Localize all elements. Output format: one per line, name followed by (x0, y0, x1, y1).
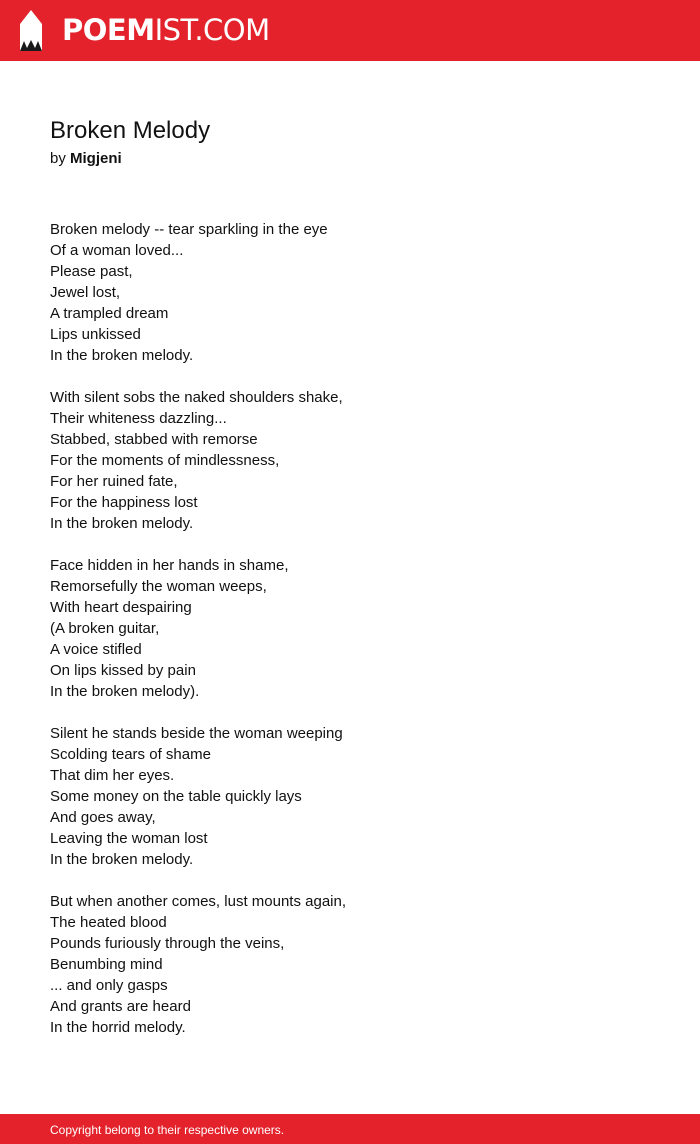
poem-line: A trampled dream (50, 305, 169, 322)
poem-line: For her ruined fate, (50, 473, 178, 490)
poem-line: With heart despairing (50, 599, 192, 616)
poem-stanza (50, 387, 650, 534)
poem-line: In the horrid melody. (50, 1019, 186, 1036)
poem-line: In the broken melody. (50, 515, 194, 532)
poem-line: Broken melody -- tear sparkling in the eye (50, 221, 328, 238)
poem-line: (A broken guitar, (50, 620, 160, 637)
byline (50, 149, 122, 169)
poem-line: Silent he stands beside the woman weeping (50, 725, 343, 742)
poem-line: And goes away, (50, 809, 156, 826)
poem-line: The heated blood (50, 914, 167, 931)
poem-line: Face hidden in her hands in shame, (50, 557, 289, 574)
by-label: by (50, 150, 66, 167)
poem-stanza (50, 219, 650, 366)
poem-line: Benumbing mind (50, 956, 163, 973)
poem-stanza (50, 891, 650, 1038)
poem-line: Leaving the woman lost (50, 830, 208, 847)
logo-light-text: IST.COM (154, 13, 270, 47)
poem-line: With silent sobs the naked shoulders shake, (50, 389, 343, 406)
poem-line: Their whiteness dazzling... (50, 410, 227, 427)
poem-line: Pounds furiously through the veins, (50, 935, 285, 952)
poem-line: A voice stifled (50, 641, 142, 658)
poem-stanza (50, 723, 650, 870)
poem-line: Stabbed, stabbed with remorse (50, 431, 258, 448)
poem-line: Jewel lost, (50, 284, 121, 301)
poem-line: Of a woman loved... (50, 242, 184, 259)
site-footer (0, 1114, 700, 1144)
poem-line: And grants are heard (50, 998, 191, 1015)
site-header (0, 0, 700, 61)
poem-line: Remorsefully the woman weeps, (50, 578, 267, 595)
poem-line: Lips unkissed (50, 326, 141, 343)
logo-bold-text: POEM (62, 13, 155, 47)
poem-line: For the happiness lost (50, 494, 198, 511)
poem-title: Broken Melody (50, 117, 211, 144)
poem-line: In the broken melody. (50, 347, 194, 364)
poem-body (50, 219, 650, 1059)
poem-line: But when another comes, lust mounts again, (50, 893, 347, 910)
poem-line: Scolding tears of shame (50, 746, 211, 763)
site-logo[interactable] (62, 12, 270, 48)
author-name: Migjeni (70, 150, 122, 167)
poem-line: In the broken melody. (50, 851, 194, 868)
copyright-text: Copyright belong to their respective owners. (50, 1123, 285, 1137)
poem-line: For the moments of mindlessness, (50, 452, 280, 469)
poem-line: ... and only gasps (50, 977, 168, 994)
poem-stanza (50, 555, 650, 702)
poem-line: In the broken melody). (50, 683, 200, 700)
poem-line: That dim her eyes. (50, 767, 175, 784)
poem-line: On lips kissed by pain (50, 662, 196, 679)
poem-line: Please past, (50, 263, 133, 280)
poem-line: Some money on the table quickly lays (50, 788, 302, 805)
pencil-icon[interactable] (18, 10, 44, 51)
